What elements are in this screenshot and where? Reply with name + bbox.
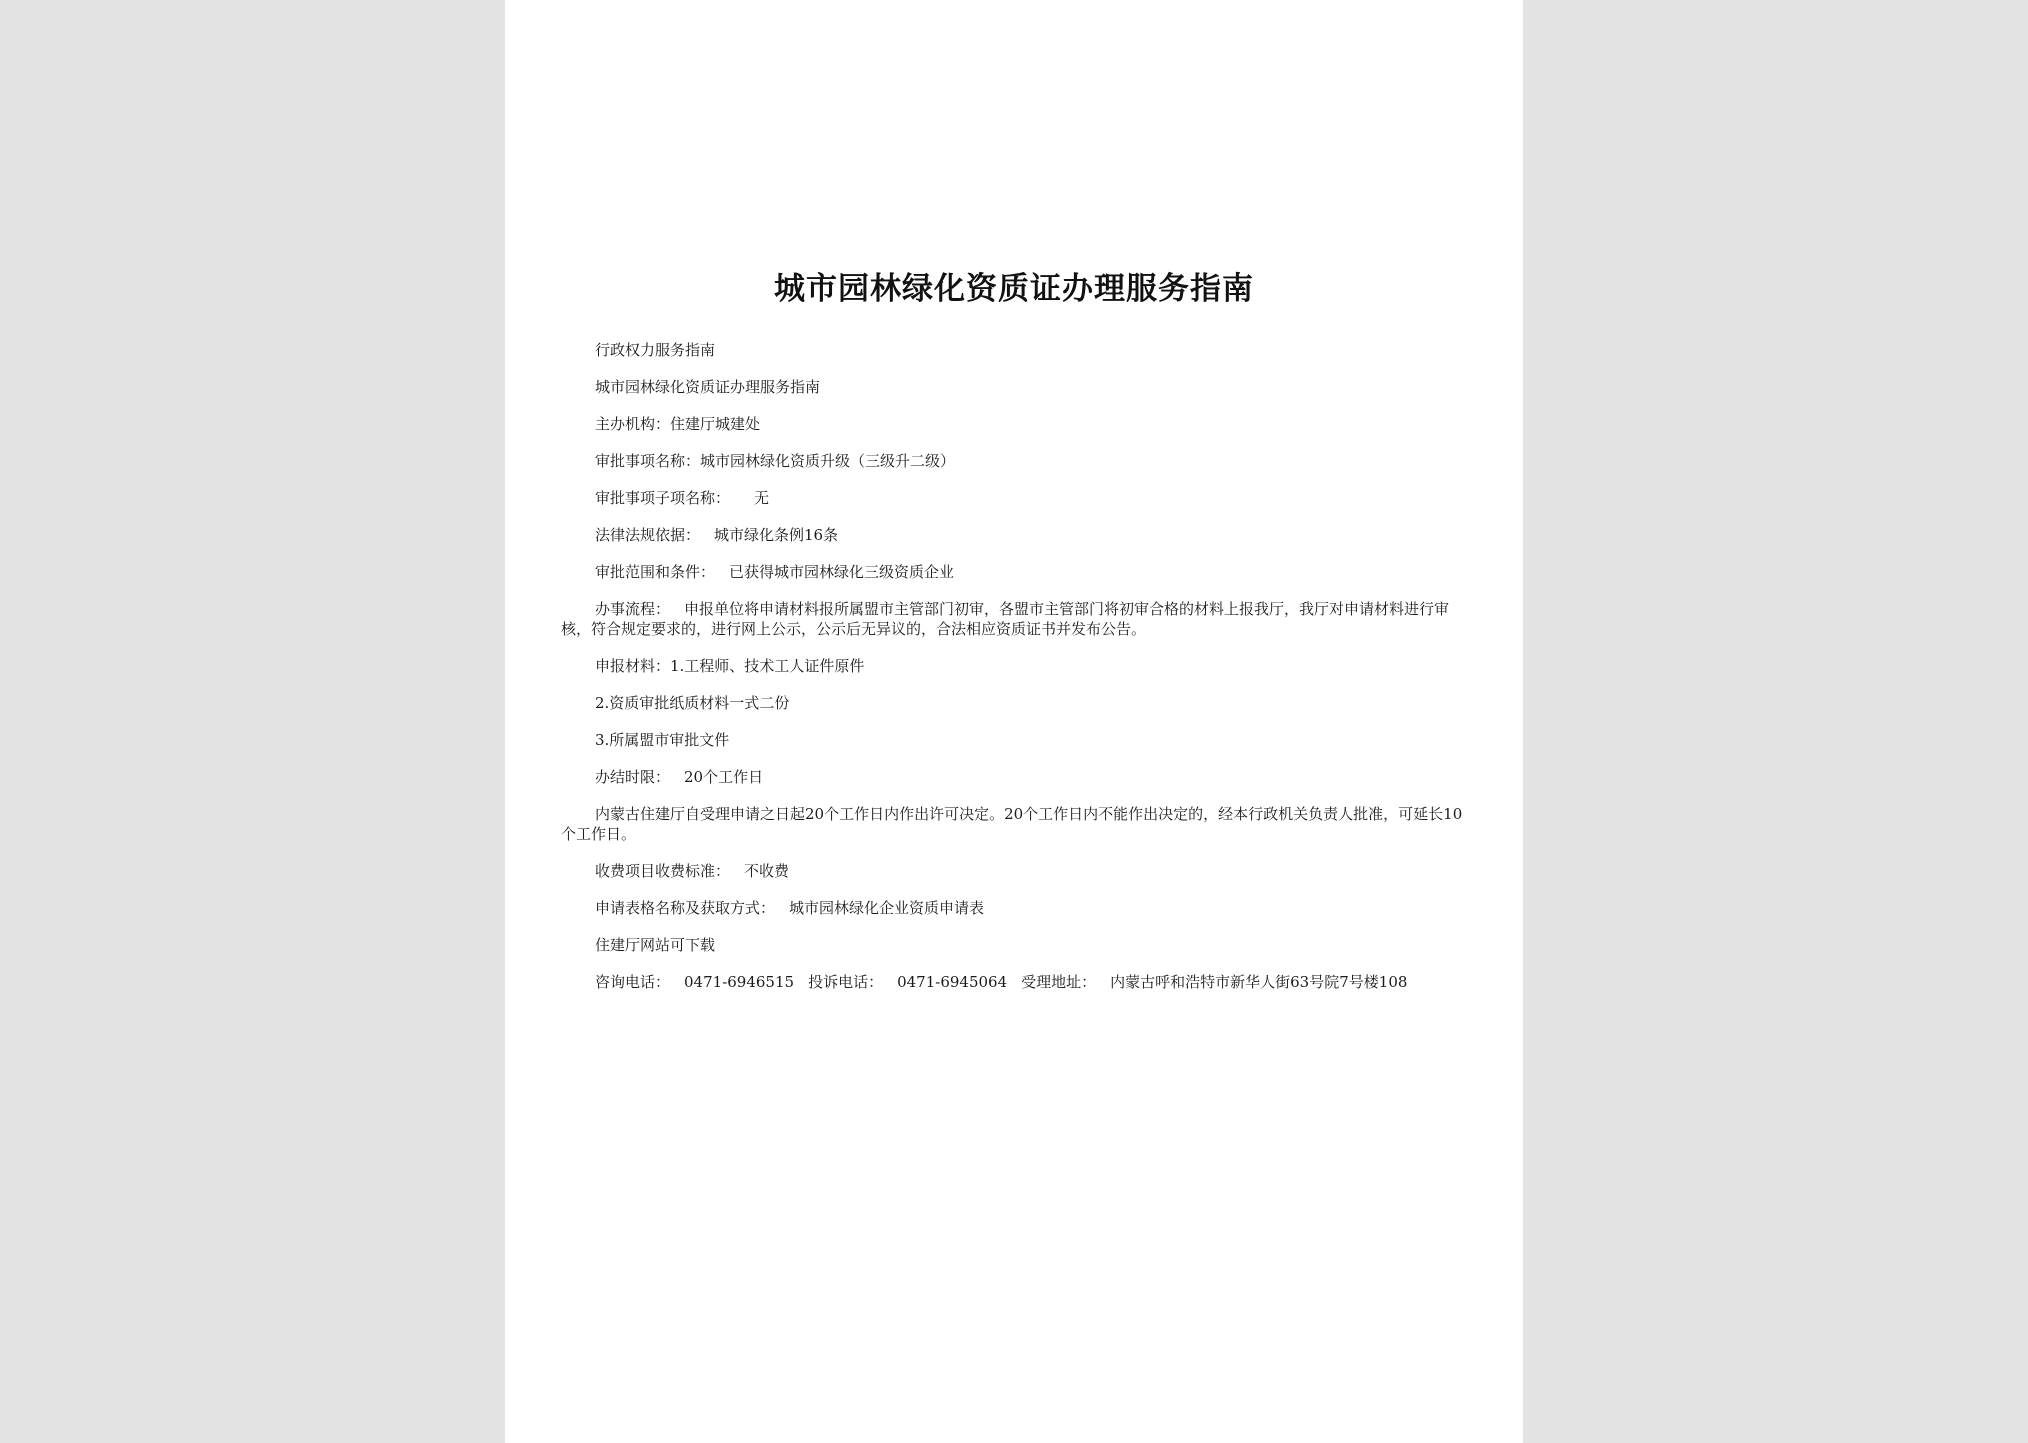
paragraph-host-agency: 主办机构：住建厅城建处 bbox=[595, 415, 761, 433]
form-value: 城市园林绿化企业资质申请表 bbox=[789, 899, 985, 917]
paragraph-approval-subitem bbox=[561, 488, 1467, 508]
document-page bbox=[505, 0, 1523, 1443]
fees-value: 不收费 bbox=[744, 862, 790, 880]
complaint-phone-label: 投诉电话： bbox=[808, 973, 884, 991]
procedure-label: 办事流程： bbox=[595, 600, 671, 618]
time-limit-label: 办结时限： bbox=[595, 768, 671, 786]
paragraph-approval-item: 审批事项名称：城市园林绿化资质升级（三级升二级） bbox=[595, 452, 956, 470]
approval-subitem-value: 无 bbox=[754, 489, 770, 507]
fees-label: 收费项目收费标准： bbox=[595, 862, 731, 880]
procedure-value: 申报单位将申请材料报所属盟市主管部门初审，各盟市主管部门将初审合格的材料上报我厅，我厅对申请材料进行审核，符合规定要求的，进行网上公示，公示后无异议的，合法相应资质证书并发布公告。 bbox=[561, 600, 1450, 638]
approval-subitem-label: 审批事项子项名称： bbox=[595, 489, 731, 507]
scope-conditions-label: 审批范围和条件： bbox=[595, 563, 716, 581]
paragraph-download: 住建厅网站可下载 bbox=[595, 936, 716, 954]
paragraph-form bbox=[561, 898, 1467, 918]
legal-basis-label: 法律法规依据： bbox=[595, 526, 701, 544]
paragraph-guide-name: 城市园林绿化资质证办理服务指南 bbox=[595, 378, 821, 396]
time-limit-value: 20个工作日 bbox=[684, 768, 764, 786]
form-label: 申请表格名称及获取方式： bbox=[595, 899, 776, 917]
consult-phone-value: 0471-6946515 bbox=[684, 973, 795, 991]
paragraph-scope-conditions bbox=[561, 562, 1467, 582]
paragraph-materials-1: 申报材料：1.工程师、技术工人证件原件 bbox=[595, 657, 865, 675]
consult-phone-label: 咨询电话： bbox=[595, 973, 671, 991]
scope-conditions-value: 已获得城市园林绿化三级资质企业 bbox=[729, 563, 955, 581]
paragraph-legal-basis bbox=[561, 525, 1467, 545]
paragraph-fees bbox=[561, 861, 1467, 881]
complaint-phone-value: 0471-6945064 bbox=[897, 973, 1008, 991]
paragraph-materials-2: 2.资质审批纸质材料一式二份 bbox=[595, 694, 790, 712]
paragraph-time-limit-detail: 内蒙古住建厅自受理申请之日起20个工作日内作出许可决定。20个工作日内不能作出决定的，经本行政机关负责人批准，可延长10个工作日。 bbox=[561, 805, 1463, 843]
paragraph-time-limit bbox=[561, 767, 1467, 787]
address-value: 内蒙古呼和浩特市新华人街63号院7号楼108 bbox=[1110, 973, 1408, 991]
address-label: 受理地址： bbox=[1021, 973, 1097, 991]
document-title: 城市园林绿化资质证办理服务指南 bbox=[774, 271, 1254, 307]
paragraph-materials-3: 3.所属盟市审批文件 bbox=[595, 731, 730, 749]
paragraph-contact bbox=[561, 972, 1467, 992]
document-body bbox=[561, 340, 1467, 1009]
paragraph-procedure bbox=[561, 599, 1467, 639]
legal-basis-value: 城市绿化条例16条 bbox=[714, 526, 839, 544]
paragraph-guide-type: 行政权力服务指南 bbox=[595, 341, 716, 359]
